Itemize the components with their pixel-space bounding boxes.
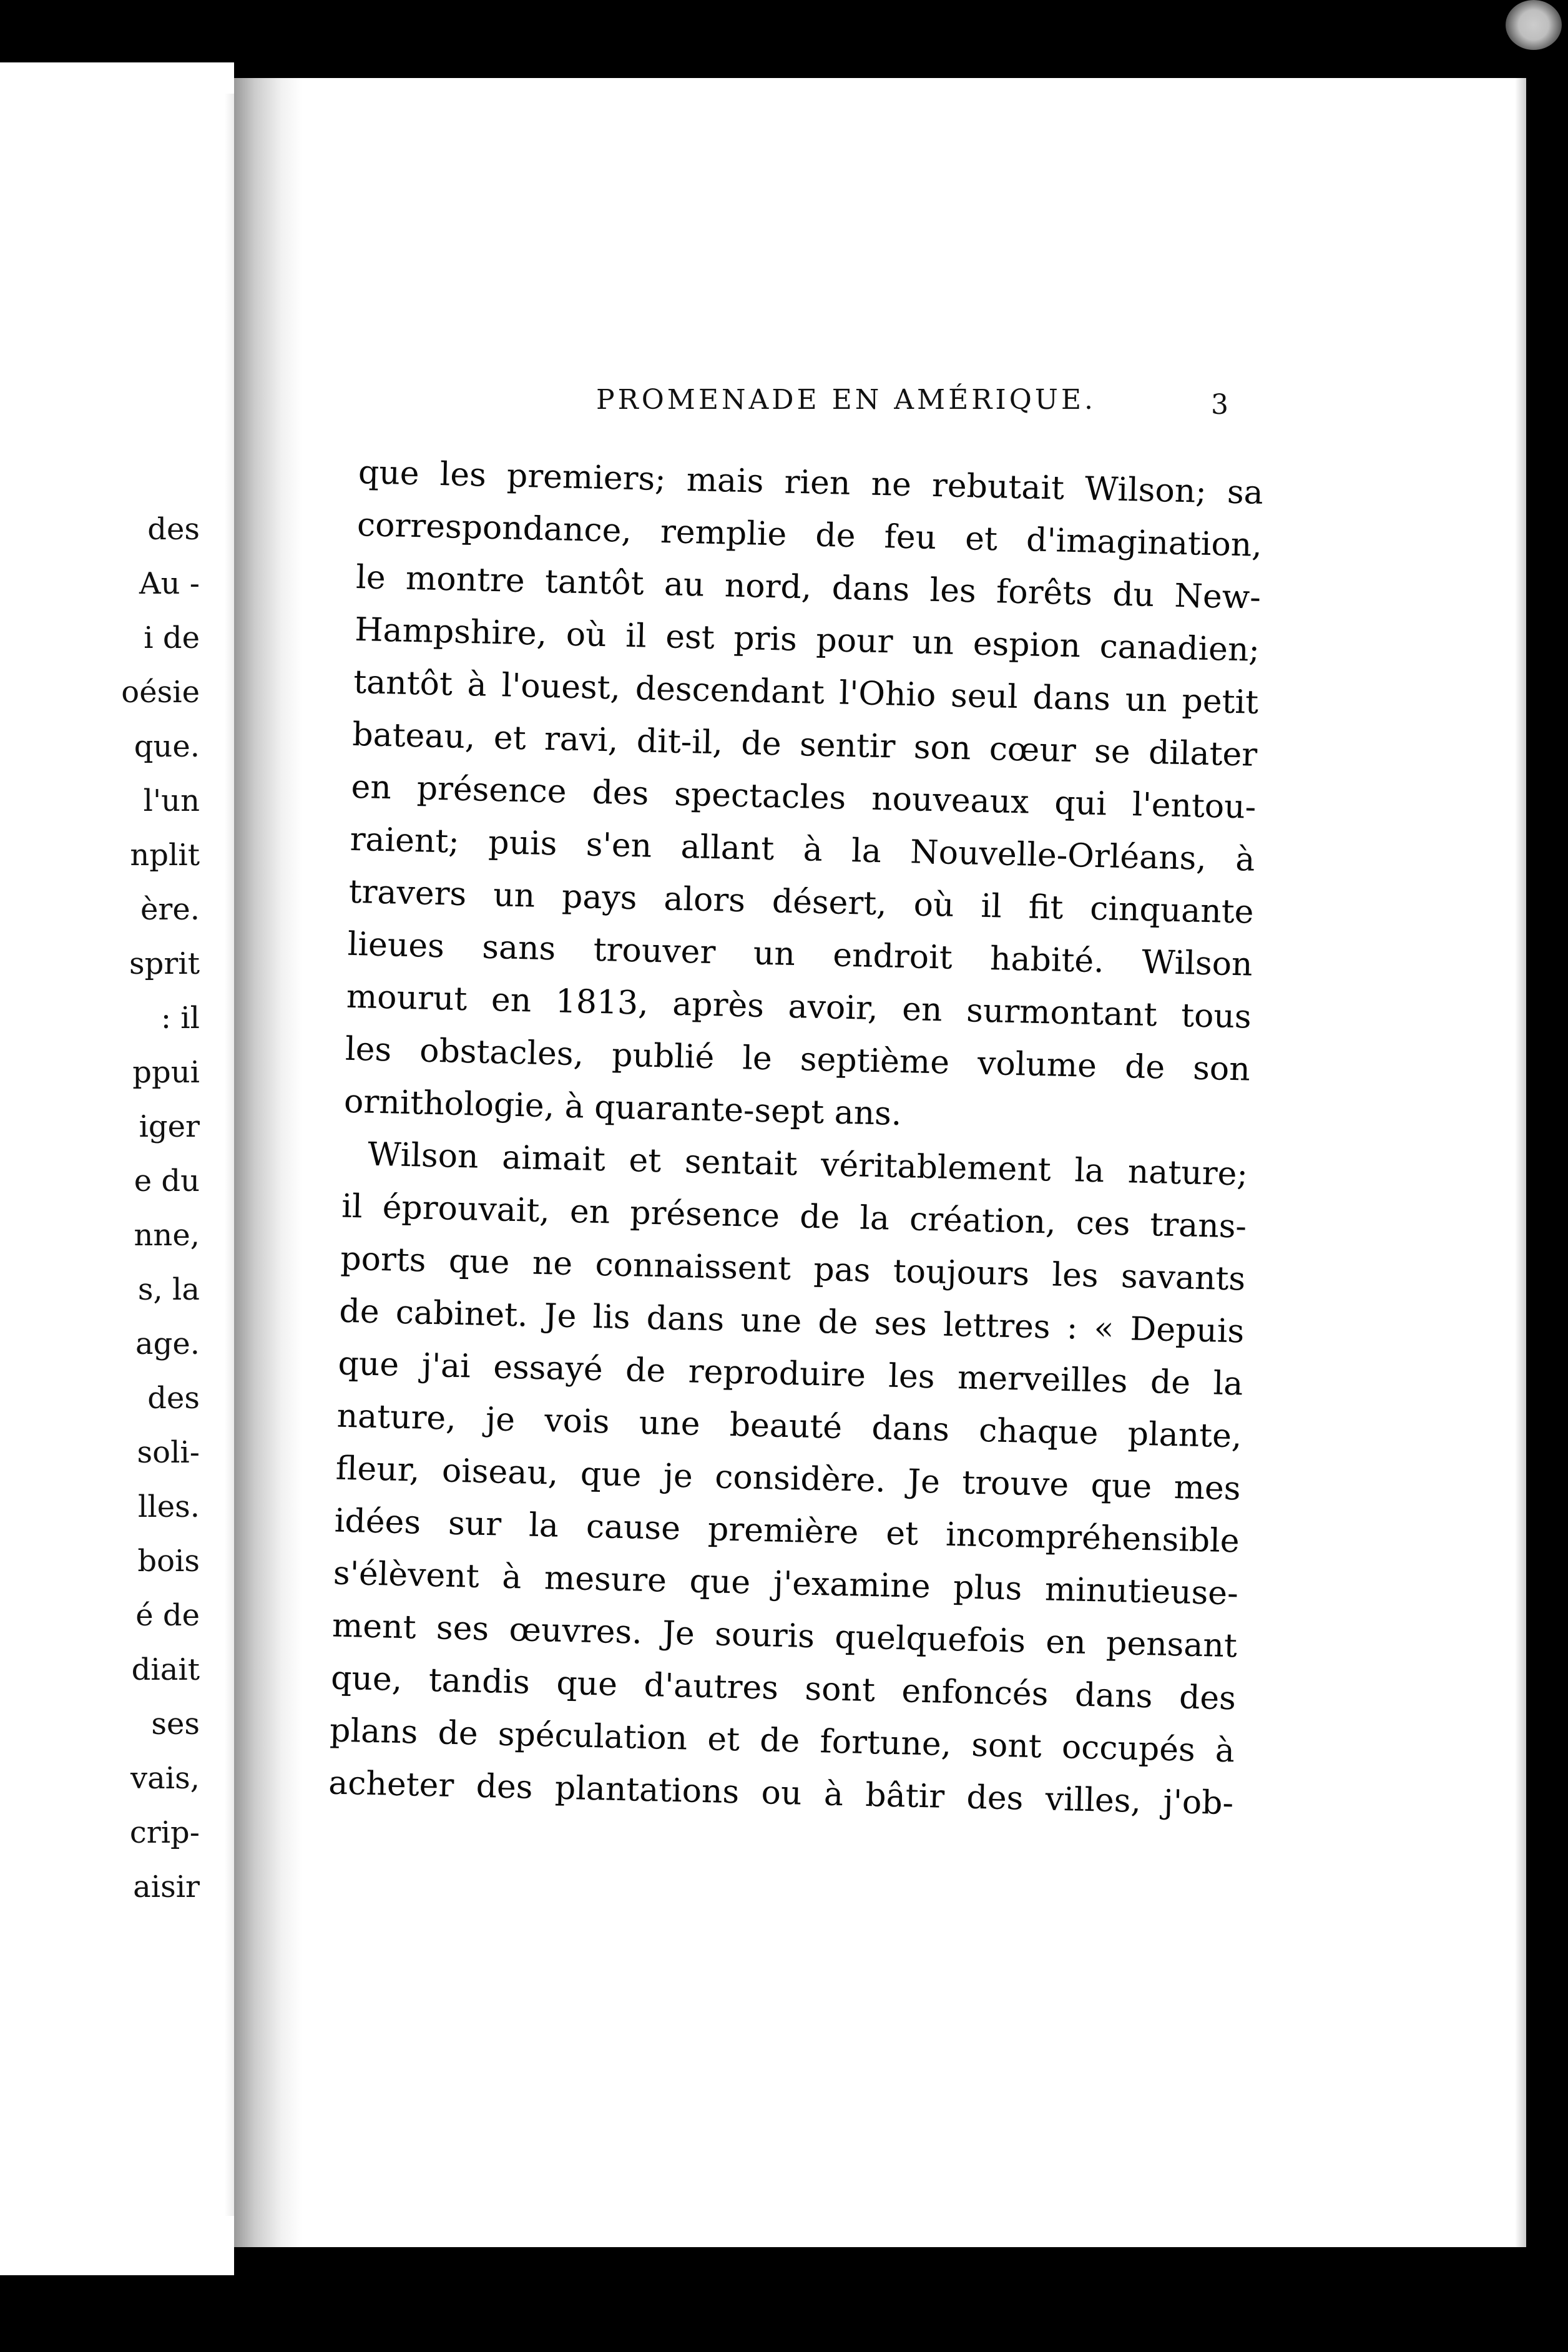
- text-line: ment ses œuvres. Je souris quelquefois en pensant: [331, 1607, 1238, 1665]
- line-fragment: sprit: [129, 946, 200, 981]
- text-line: les obstacles, publié le septième volume de son: [345, 1030, 1251, 1089]
- line-fragment: : il: [160, 1001, 200, 1036]
- body-text: [328, 446, 1263, 1830]
- line-fragment: nne,: [134, 1218, 200, 1253]
- line-fragment: ses: [151, 1707, 200, 1742]
- text-line: mourut en 1813, après avoir, en surmontant tous: [346, 978, 1252, 1036]
- text-line: plans de spéculation et de fortune, sont occupés à: [329, 1712, 1235, 1770]
- text-line: que, tandis que d'autres sont enfoncés dans des: [330, 1659, 1237, 1718]
- page-edge: [1515, 78, 1526, 2247]
- text-line: que j'ai essayé de reproduire les merveilles de la: [337, 1345, 1243, 1403]
- line-fragment: des: [147, 512, 200, 547]
- line-fragment: ppui: [132, 1055, 200, 1090]
- text-line: bateau, et ravi, dit-il, de sentir son cœur se dilater: [351, 715, 1258, 774]
- line-fragment: é de: [135, 1598, 200, 1633]
- line-fragment: bois: [137, 1544, 200, 1579]
- line-fragment: l'un: [143, 783, 200, 818]
- text-line: raient; puis s'en allant à la Nouvelle-Orléans, à: [350, 820, 1256, 879]
- text-line: en présence des spectacles nouveaux qui l'entou-: [350, 768, 1257, 826]
- line-fragment: s, la: [137, 1272, 200, 1307]
- line-fragment: nplit: [130, 838, 200, 873]
- text-line: s'élèvent à mesure que j'examine plus minutieuse-: [333, 1554, 1239, 1613]
- line-fragment: age.: [135, 1326, 200, 1361]
- line-fragment: aisir: [133, 1869, 200, 1904]
- text-line: Wilson aimait et sentait véritablement la nature;: [367, 1135, 1248, 1193]
- text-line: de cabinet. Je lis dans une de ses lettres : « Depuis: [338, 1292, 1245, 1351]
- line-fragment: vais,: [130, 1761, 200, 1796]
- line-fragment: e du: [134, 1164, 200, 1198]
- line-fragment: Au -: [139, 566, 200, 601]
- text-line: Hampshire, où il est pris pour un espion canadien;: [354, 610, 1260, 669]
- page-right: [234, 78, 1526, 2247]
- line-fragment: lles.: [138, 1489, 200, 1524]
- text-line: tantôt à l'ouest, descendant l'Ohio seul dans un petit: [353, 663, 1259, 722]
- text-line: travers un pays alors désert, où il fit cinquante: [348, 873, 1255, 931]
- line-fragment: des: [147, 1381, 200, 1416]
- text-line: que les premiers; mais rien ne rebutait Wilson; sa: [358, 453, 1264, 512]
- line-fragment: oésie: [121, 675, 200, 710]
- facing-page-left: [0, 62, 234, 2275]
- line-fragment: que.: [134, 729, 200, 764]
- line-fragment: ère.: [140, 892, 200, 927]
- scan-stain: [1506, 0, 1562, 50]
- text-line: ornithologie, à quarante-sept ans.: [343, 1082, 903, 1133]
- binding-shade: [234, 78, 303, 2247]
- text-line: il éprouvait, en présence de la création, ces trans-: [341, 1187, 1247, 1246]
- facing-page-text-fragments: [121, 502, 200, 1914]
- text-line: nature, je vois une beauté dans chaque plante,: [336, 1397, 1243, 1456]
- line-fragment: i de: [144, 620, 200, 655]
- text-line: fleur, oiseau, que je considère. Je trouve que mes: [335, 1449, 1242, 1508]
- running-head: PROMENADE EN AMÉRIQUE.: [596, 384, 1096, 416]
- text-line: idées sur la cause première et incompréhensible: [334, 1502, 1240, 1561]
- line-fragment: soli-: [137, 1435, 200, 1470]
- text-line: ports que ne connaissent pas toujours les savants: [340, 1240, 1246, 1298]
- line-fragment: diait: [131, 1652, 200, 1687]
- text-line: correspondance, remplie de feu et d'imagination,: [356, 506, 1263, 564]
- line-fragment: iger: [139, 1109, 200, 1144]
- page-number: 3: [1211, 389, 1228, 421]
- text-line: lieues sans trouver un endroit habité. Wilson: [347, 925, 1253, 984]
- text-line: acheter des plantations ou à bâtir des villes, j'ob-: [328, 1764, 1234, 1823]
- text-line: le montre tantôt au nord, dans les forêts du New-: [355, 558, 1262, 617]
- line-fragment: crip-: [129, 1815, 200, 1850]
